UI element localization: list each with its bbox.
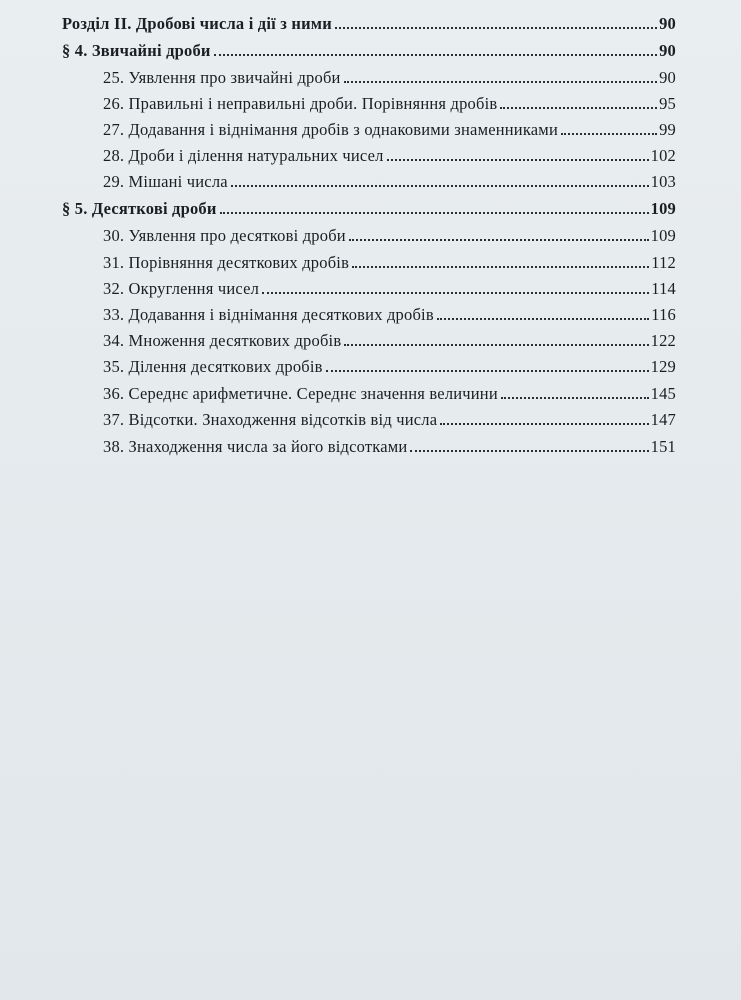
toc-entry-page: 112 <box>651 253 676 272</box>
toc-entry-30 <box>103 226 676 252</box>
toc-leader-dots <box>335 27 657 29</box>
toc-entry-page: 90 <box>659 41 676 60</box>
toc-entry-page: 114 <box>651 279 676 298</box>
toc-entry-label: § 5. Десяткові дроби <box>62 199 217 218</box>
toc-leader-dots <box>262 292 649 294</box>
toc-entry-page: 147 <box>650 410 676 429</box>
toc-leader-dots <box>214 54 657 56</box>
toc-entry-label: 32. Округлення чисел <box>103 279 260 298</box>
toc-entry-label: 28. Дроби і ділення натуральних чисел <box>103 146 384 165</box>
toc-entry-label: 33. Додавання і віднімання десяткових дробів <box>103 305 434 324</box>
toc-entry-35 <box>103 357 676 383</box>
toc-entry-label: Розділ II. Дробові числа і дії з ними <box>62 14 332 33</box>
toc-entry-label: 26. Правильні і неправильні дроби. Порівняння дробів <box>103 94 498 113</box>
toc-leader-dots <box>410 450 648 452</box>
toc-leader-dots <box>344 344 648 346</box>
toc-leader-dots <box>349 239 649 241</box>
toc-entry-page: 103 <box>650 172 676 191</box>
toc-entry-29 <box>103 172 676 198</box>
toc-entry-chapter-2 <box>62 14 676 40</box>
toc-entry-label: 29. Мішані числа <box>103 172 228 191</box>
toc-entry-page: 90 <box>659 14 676 33</box>
toc-entry-page: 145 <box>650 384 676 403</box>
toc-entry-37 <box>103 410 676 436</box>
toc-entry-page: 122 <box>650 331 676 350</box>
toc-entry-page: 99 <box>659 120 676 139</box>
toc-entry-label: 37. Відсотки. Знаходження відсотків від числа <box>103 410 438 429</box>
toc-entry-page: 151 <box>650 437 676 456</box>
toc-entry-page: 95 <box>659 94 676 113</box>
toc-entry-label: 27. Додавання і віднімання дробів з однаковими знаменниками <box>103 120 558 139</box>
toc-leader-dots <box>561 133 657 135</box>
toc-leader-dots <box>326 370 649 372</box>
toc-entry-36 <box>103 384 676 410</box>
toc-entry-label: 38. Знаходження числа за його відсотками <box>103 437 408 456</box>
toc-entry-33 <box>103 305 676 331</box>
toc-entry-26 <box>103 94 676 120</box>
toc-leader-dots <box>501 397 649 399</box>
toc-entry-label: 25. Уявлення про звичайні дроби <box>103 68 341 87</box>
toc-leader-dots <box>231 185 649 187</box>
toc-entry-32 <box>103 279 676 305</box>
toc-leader-dots <box>344 81 658 83</box>
toc-leader-dots <box>220 212 649 214</box>
toc-entry-28 <box>103 146 676 172</box>
toc-leader-dots <box>500 107 657 109</box>
toc-entry-page: 90 <box>659 68 676 87</box>
toc-entry-label: 34. Множення десяткових дробів <box>103 331 342 350</box>
toc-leader-dots <box>387 159 649 161</box>
toc-entry-section-4 <box>62 41 676 67</box>
toc-entry-section-5 <box>62 199 676 225</box>
toc-entry-page: 129 <box>650 357 676 376</box>
toc-entry-label: 36. Середнє арифметичне. Середнє значення величини <box>103 384 498 403</box>
toc-entry-27 <box>103 120 676 146</box>
toc-entry-label: 35. Ділення десяткових дробів <box>103 357 323 376</box>
toc-entry-25 <box>103 68 676 94</box>
toc-entry-page: 109 <box>650 226 676 245</box>
toc-entry-label: § 4. Звичайні дроби <box>62 41 211 60</box>
toc-leader-dots <box>352 266 649 268</box>
toc-entry-34 <box>103 331 676 357</box>
toc-entry-31 <box>103 253 676 279</box>
toc-entry-page: 102 <box>650 146 676 165</box>
toc-entry-label: 31. Порівняння десяткових дробів <box>103 253 350 272</box>
toc-entry-page: 109 <box>650 199 676 218</box>
toc-leader-dots <box>440 423 648 425</box>
toc-entry-38 <box>103 437 676 463</box>
toc-entry-label: 30. Уявлення про десяткові дроби <box>103 226 346 245</box>
toc-leader-dots <box>437 318 649 320</box>
toc-entry-page: 116 <box>651 305 676 324</box>
